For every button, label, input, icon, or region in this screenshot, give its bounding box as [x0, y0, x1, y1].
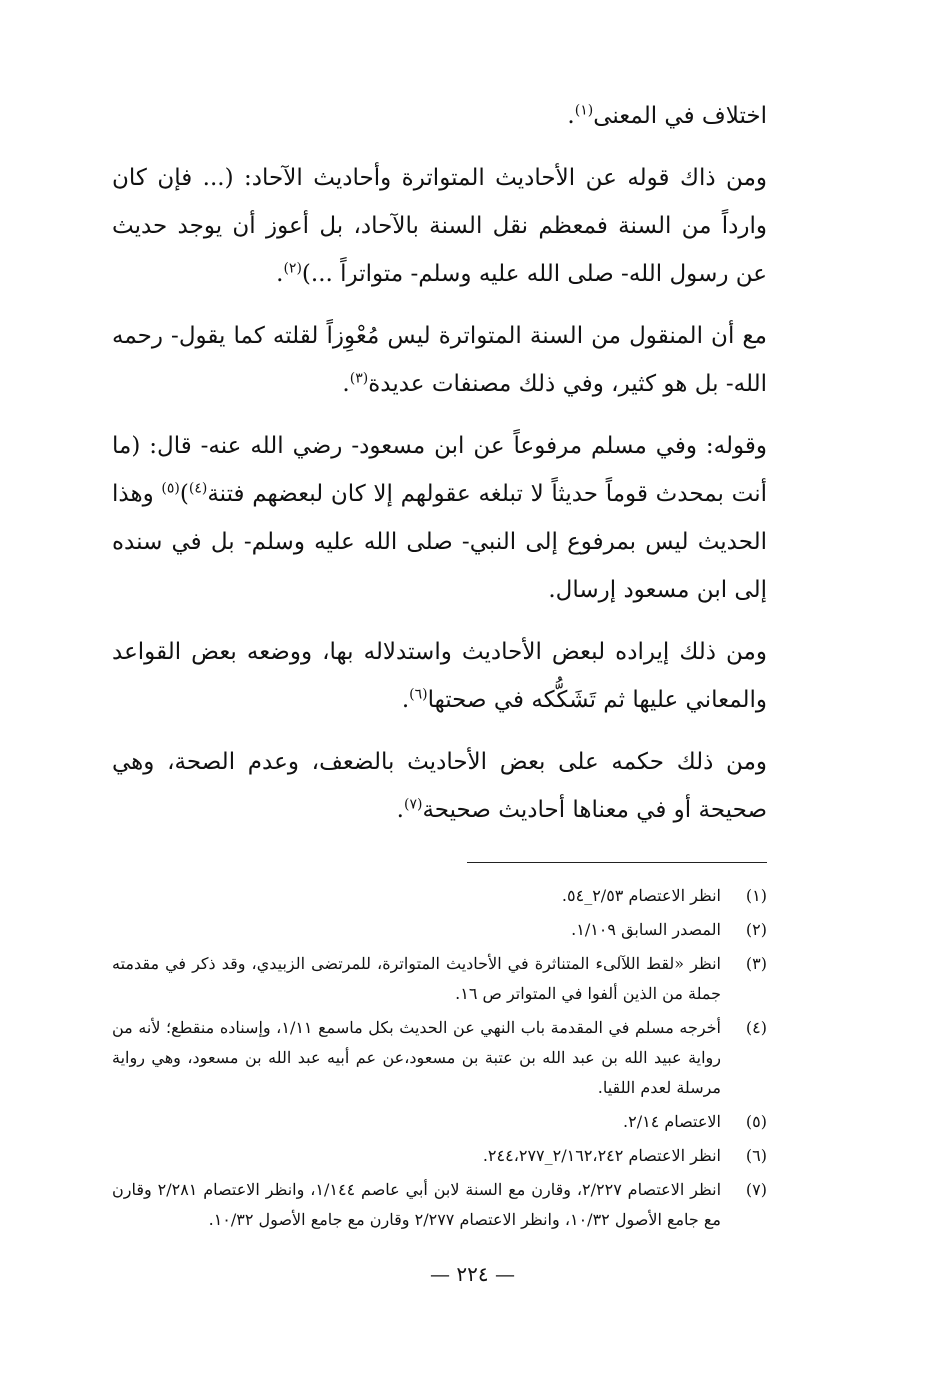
footnote	[112, 1175, 767, 1235]
footnote-ref: (٤)	[188, 480, 208, 497]
footnote	[112, 1013, 767, 1103]
page-number: — ٢٢٤ —	[430, 1262, 515, 1286]
footnote	[112, 915, 767, 945]
footnote-number: (١)	[745, 886, 767, 905]
paragraph-tail: .	[396, 797, 404, 823]
paragraph-tail: .	[401, 687, 410, 713]
paragraph-tail: .	[342, 371, 350, 397]
footnote-ref: (٦)	[409, 686, 428, 703]
footnotes	[112, 881, 767, 1235]
paragraph-text: اختلاف في المعنى	[593, 103, 767, 129]
paragraph-text: ومن ذلك حكمه على بعض الأحاديث بالضعف، وعدم الصحة، وهي صحيحة أو في معناها أحاديث صحيحة	[112, 749, 767, 823]
paragraph-mid: )	[179, 481, 189, 507]
main-text	[112, 92, 767, 834]
footnote-text: الاعتصام ٢/١٤.	[623, 1112, 721, 1131]
footnote-text: المصدر السابق ١/١٠٩.	[571, 920, 721, 939]
paragraph-tail: .	[276, 261, 284, 287]
footnote-ref: (٥)	[161, 480, 180, 497]
footnote-ref: (٢)	[283, 260, 302, 277]
footnote-text: انظر الاعتصام ٢/١٦٢،٢٤٢_٢٤٤،٢٧٧.	[482, 1146, 721, 1165]
footnote-number: (٦)	[745, 1146, 767, 1165]
footnote-divider	[467, 862, 767, 863]
paragraph-3	[112, 312, 767, 408]
footnote-text: أخرجه مسلم في المقدمة باب النهي عن الحديث بكل ماسمع ١/١١، وإسناده منقطع؛ لأنه من رواية عبيد الله بن عبد الله بن عتبة بن مسعود،عن عم أبيه عبد الله بن مسعود، وهي رواية مرسلة لعدم اللقيا.	[112, 1018, 722, 1097]
footnote	[112, 881, 767, 911]
paragraph-2	[112, 154, 767, 298]
footnote-ref: (١)	[574, 102, 594, 119]
footnote-number: (٢)	[745, 920, 767, 939]
paragraph-text: ومن ذلك إيراده لبعض الأحاديث واستدلاله بها، ووضعه بعض القواعد والمعاني عليها ثم تَشَكُّكه في صحتها	[112, 639, 767, 713]
footnote-text: انظر «لقط اللآلىء المتناثرة في الأحاديث المتواترة، للمرتضى الزبيدي، وقد ذكر في مقدمته جملة من الذين ألفوا في المتواتر ص ١٦.	[112, 954, 721, 1003]
footnote-number: (٤)	[745, 1018, 767, 1037]
footnote	[112, 1107, 767, 1137]
paragraph-1	[112, 92, 767, 140]
paragraph-text: ومن ذاك قوله عن الأحاديث المتواترة وأحاديث الآحاد: (... فإن كان وارداً من السنة فمعظم نقل السنة بالآحاد، بل أعوز أن يوجد حديث عن رسول الله- صلى الله عليه وسلم- متواتراً ...)	[112, 165, 767, 287]
footnote-ref: (٧)	[403, 796, 423, 813]
paragraph-text: وقوله: وفي مسلم مرفوعاً عن ابن مسعود- رضي الله عنه- قال: (ما أنت بمحدث قوماً حديثاً لا تبلغه عقولهم إلا كان لبعضهم فتنة	[112, 433, 767, 507]
paragraph-tail: وهذا الحديث ليس بمرفوع إلى النبي- صلى الله عليه وسلم- بل في سنده إلى ابن مسعود إرسال.	[112, 481, 767, 603]
footnote-ref: (٣)	[349, 370, 369, 387]
footnote-number: (٣)	[745, 954, 767, 973]
footnote-text: انظر الاعتصام ٢/٢٢٧، وقارن مع السنة لابن أبي عاصم ١/١٤٤، وانظر الاعتصام ٢/٢٨١ وقارن مع جامع الأصول ١٠/٣٢، وانظر الاعتصام ٢/٢٧٧ وقارن مع جامع الأصول ١٠/٣٢.	[112, 1180, 722, 1229]
paragraph-text: مع أن المنقول من السنة المتواترة ليس مُعْوِزاً لقلته كما يقول- رحمه الله- بل هو كثير، وفي ذلك مصنفات عديدة	[112, 323, 767, 397]
paragraph-tail: .	[567, 103, 575, 129]
footnote	[112, 949, 767, 1009]
footnote-text: انظر الاعتصام ٢/٥٣_٥٤.	[561, 886, 721, 905]
footnote	[112, 1141, 767, 1171]
paragraph-6	[112, 738, 767, 834]
footnote-number: (٥)	[745, 1112, 767, 1131]
paragraph-4	[112, 422, 767, 614]
paragraph-5	[112, 628, 767, 724]
footnote-number: (٧)	[745, 1180, 767, 1199]
